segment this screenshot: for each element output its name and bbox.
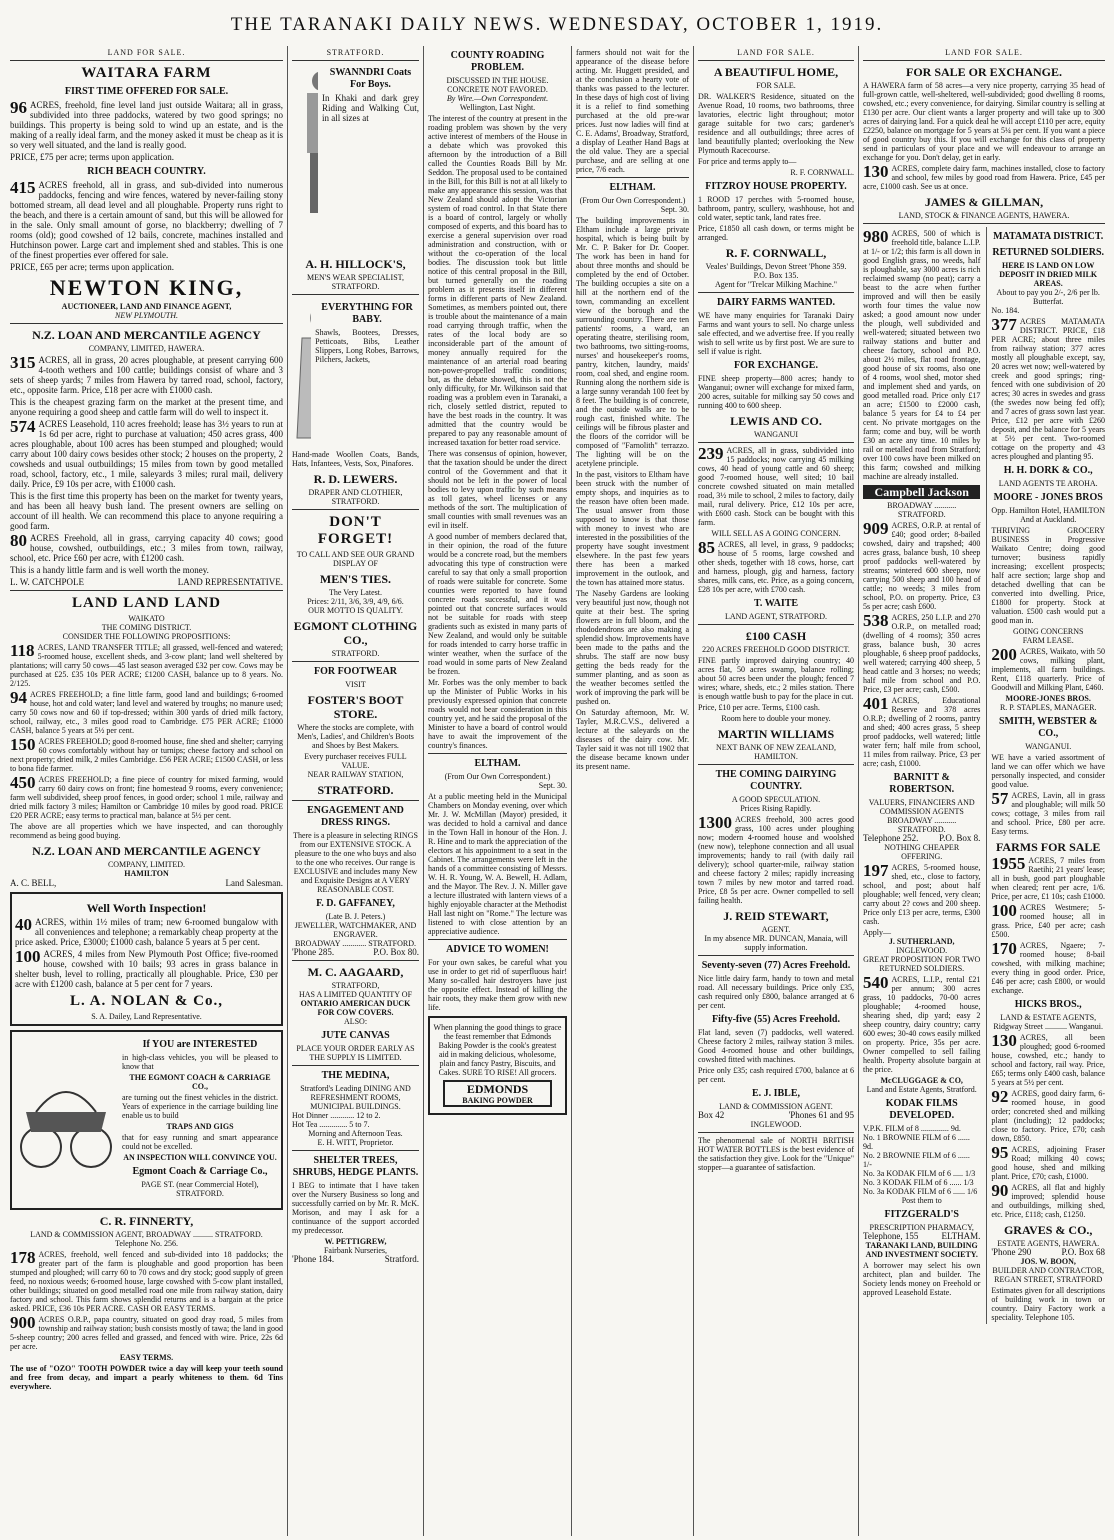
moore-jones-sub: Opp. Hamilton Hotel, HAMILTON And at Auckland.: [991, 506, 1105, 524]
land-sub-1: WAIKATO: [128, 614, 165, 623]
cash-text: FINE partly improved dairying country; 40 acres flat, 50 acres swamp, balance rolling; about 50 acres been under the plough; fenced 7 wires; whare, sheds, etc.; 2 miles station. There is enough wattle bush to pay for the place in cut.: [698, 656, 854, 701]
hicks-listing-90: 90 ACRES, all flat and highly improved; splendid house and outbuildings, milking shed, etc. Price, £118; cash, £1250.: [991, 1181, 1105, 1219]
eltham-date: Sept. 30.: [538, 781, 567, 790]
also-label: ALSO:: [343, 1017, 368, 1026]
reid-stewart-name: J. REID STEWART,: [723, 909, 829, 923]
hillock-town: STRATFORD.: [331, 282, 380, 291]
cash-price: Price, £10 per acre. Terms, £100 cash.: [698, 703, 820, 712]
waite-listing-85: 85 ACRES, all level, in grass, 9 paddocks; house of 5 rooms, large cowshed and other sheds, together with 18 cows, horse, cart and harness, plough, gig and harness, factory shares, milk cans, etc. Price, as a going concern, £28 10s per acre, with £700 cash.: [698, 538, 854, 594]
mccluggage-name: McCLUGGAGE & CO,: [880, 1076, 963, 1085]
finnerty-sub: LAND & COMMISSION AGENT, BROADWAY .......... STRATFORD.: [30, 1230, 263, 1239]
engagement-title: ENGAGEMENT AND DRESS RINGS.: [307, 805, 404, 828]
ties-title: MEN'S TIES.: [319, 572, 392, 586]
waite-name: T. WAITE: [753, 598, 799, 609]
finnerty-terms: EASY TERMS.: [119, 1353, 174, 1362]
edmonds-text: When planning the good things to grace the feast remember that Edmonds Baking Powder is the cook's greatest aid in making delicious, wholesome, plain and fancy Pastry, Biscuits, and Cakes. SURE TO RISE! All grocers.: [433, 1023, 562, 1077]
page-title: THE TARANAKI DAILY NEWS. WEDNESDAY, OCTOBER 1, 1919.: [230, 14, 884, 35]
sale-exchange-title: FOR SALE OR EXCHANGE.: [905, 65, 1063, 79]
eltham-title: ELTHAM.: [474, 758, 521, 769]
nolan-name: L. A. NOLAN & Co.,: [69, 993, 223, 1009]
beach-price: PRICE, £65 per acre; terms upon application.: [10, 262, 174, 272]
cash-sub: 220 ACRES FREEHOLD GOOD DISTRICT.: [702, 645, 850, 654]
eltham-body-2d: On Saturday afternoon, Mr. W. Tayler, M.R.C.V.S., delivered a lecture at the saleyards on the diseases of the dairy cow. Mr. Tayler said it was not till 1902 that the disease became known under its present name.: [576, 708, 689, 771]
nz-signature: L. W. CATCHPOLE LAND REPRESENTATIVE.: [10, 577, 283, 587]
shelter-title: SHELTER TREES, SHRUBS, HEDGE PLANTS.: [292, 1155, 419, 1178]
walker-listing: DR. WALKER'S Residence, situated on the Avenue Road, 10 rooms, two bathrooms, three lavatories, electric light throughout; motor garage suitable for two cars; gardener's residence and all outbuildings; three acres of land beautifully planted; overlooking the New Plymouth Racecourse.: [698, 92, 854, 155]
eltham-body-2b: In the past, visitors to Eltham have been struck with the number of empty shops, and inquiries as to the reason have often been made. The usual answer from those supposed to know is that those with money to invest who are interested in the possibilities of the property have sought investment elsewhere. In the past few years there has been a marked improvement in the outlook, and the town has attained more status.: [576, 470, 689, 587]
dairy-wanted-title: DAIRY FARMS WANTED.: [716, 297, 836, 308]
column-4: [572, 46, 694, 1536]
land-listing-450: 450 ACRES FREEHOLD; a fine piece of country for mixed farming, would carry 60 dairy cows on front; fine homestead 9 rooms, every convenience; farm well subdivided, sheep proof fences, in good order; school 1 mile, railway and dried milk factory 3 miles; Hamilton or Cambridge 10 miles by good road. PRICE £20 PER ACRE; easy terms to practical man, balance at 5½ per cent.: [10, 773, 283, 820]
boon-name: JOS. W. BOON,: [1020, 1257, 1076, 1266]
moore-jones-name: MOORE - JONES BROS: [993, 492, 1103, 503]
barnitt-sub: VALUERS, FINANCIERS AND COMMISSION AGENTS: [868, 798, 975, 816]
kodak-row: No. 1 BROWNIE FILM of 6 ...... 9d.: [863, 1133, 970, 1151]
well-worth-box: [10, 892, 283, 1026]
roading-body-3: A good number of members declared that, in their opinion, the road of the future would be a concrete road, but the members advocating this type of construction were careful to say that only a small proportion of roads were suitable for concrete. Some counties were reported to have found concrete roads successful, and it was pointed out that concrete surfaces would not be suitable for roads with steep gradients such as existed in many parts of New Zealand, and would only be suitable for roads intended to carry horse traffic in winter weather, when the surface of the road would in some parts of New Zealand be frozen.: [428, 532, 567, 676]
order-early: PLACE YOUR ORDER EARLY AS THE SUPPLY IS LIMITED.: [296, 1044, 415, 1062]
coach-ad: [10, 1030, 283, 1210]
pettigrew-sub: Fairbank Nurseries,: [323, 1246, 388, 1255]
barnitt-name: BARNITT & ROBERTSON.: [889, 772, 955, 795]
shelter-text: I BEG to intimate that I have taken over the Nursery Business so long and successfully carried on by Mr. R. McK. Morison, and may I ask for a continuance of the support accorded my predecessor.: [292, 1181, 419, 1235]
well-worth-title: Well Worth Inspection!: [86, 901, 207, 915]
hawera-farm-text: A HAWERA farm of 58 acres—a very nice property, carrying 35 head of full-grown cattle, well-sheltered, well-subdivided; good dwelling 8 rooms, cowshed, etc.; every convenience, for dairying. Similar country is selling at £130 per acre. Our client wants a larger property and will take up to 300 acres of dairying land. For a quick deal he will accept £110 per acre, equity £2250, balance on mortgage for 5 years at 5¼ per cent. If you want a piece of good country buy this. If you will exchange for this class of property send in particulars of your place and we will endeavour to arrange an exchange for you. Don't delay, get in early.: [863, 81, 1105, 162]
eltham-sub-2: (From Our Own Correspondent.): [579, 196, 686, 205]
fifty-five-price: Price only £35; cash required £700, balance at 6 per cent.: [698, 1066, 854, 1084]
roading-byline: By Wire.—Own Correspondent.: [446, 94, 549, 103]
motto: OUR MOTTO IS QUALITY.: [308, 606, 403, 615]
interest-text-2: are turning out the finest vehicles in the district. Years of experience in the carriage building line enable us to build: [122, 1093, 278, 1120]
land-listing-94: 94 ACRES FREEHOLD; a fine little farm, good land and buildings; 6-roomed house, hot and cold water; land level and watered by troughs; no manure used; carry 50 cows now and 60 if top-dressed; within 300 yards of dried milk factory, school, railway, etc., 3 miles good road to Cambridge. £75 PER ACRE; £1000 CASH, balance 5 years at 5½ per cent.: [10, 688, 283, 735]
baby-list: Shawls, Bootees, Dresses, Petticoats, Bibs, Leather Slippers, Long Robes, Barrows, Pilchers, Jackets,: [315, 328, 419, 364]
article-continued: farmers should not wait for the appearance of the disease before acting. Mr. Huggett presided, and at the conclusion a hearty vote of thanks was passed to the lecturer. In these days of high cost of living it is a relief to find something purchased at the old pre-war prices. Just now ladies will find at C. E. Adams', Broadway, Stratford, a display of Leather Hand Bags at the old value. They are a special purchase, and are selling at one price, 7/6 each.: [576, 48, 689, 174]
nz-note-80: This is a handy little farm and is well worth the money.: [10, 565, 209, 575]
gaffaney-broadway: BROADWAY ............ STRATFORD.: [295, 939, 416, 948]
interest-text: in high-class vehicles, you will be pleased to know that: [122, 1053, 278, 1071]
smith-webster-name: SMITH, WEBSTER & CO.,: [998, 716, 1098, 739]
interest-company: THE EGMONT COACH & CARRIAGE CO.,: [129, 1073, 271, 1091]
matamata-number: No. 184.: [991, 306, 1020, 315]
land-listing-118: 118 ACRES, LAND TRANSFER TITLE; all grassed, well-fenced and watered; 5-roomed house, excellent sheds, and 3-cow plant; land well sheltered by plantations; will carry 50 cows—45 last season averaged £32 per cow. Cows may be purchased at £25. £35 10s PER ACRE; £1200 CASH, balance up to 8 years. No. 2/125.: [10, 641, 283, 688]
advice-text: For your own sakes, be careful what you use in order to get rid of superfluous hair! Many so-called hair destroyers have just the opposite effect. Instead of killing the hair roots, they make them grow with new life.: [428, 958, 567, 1012]
taranaki-society-title: TARANAKI LAND, BUILDING AND INVESTMENT SOCIETY.: [865, 1241, 978, 1259]
aagaard-text: HAS A LIMITED QUANTITY OF: [298, 990, 413, 999]
listing-540: 540 ACRES, L.I.P., rental £21 per annum; 300 acres grass, 10 paddocks, 70-00 acres ploughable; 4-roomed house, shearing shed, dip yard; easy 2 sheep country, dairy country; carry 600 ewes; 30-40 cows easily milked on property. Price, 35s per acre. Owner compelled to sell failing health. Property absolute bargain at the price.: [863, 973, 981, 1074]
land-sub-3: CONSIDER THE FOLLOWING PROPOSITIONS:: [62, 632, 231, 641]
medina-hot-dinner: Hot Dinner ............ 12 to 2.: [292, 1111, 381, 1120]
col6-left: [863, 227, 980, 1324]
hillock-name: A. H. HILLOCK'S,: [305, 257, 406, 271]
nz2-subtitle: COMPANY, LIMITED.: [107, 860, 186, 869]
listing-57: 57 ACRES, Lavin, all in grass and ploughable; will milk 50 cows; cottage, 3 miles from rail and school. Price, £80 per acre. Easy terms.: [991, 789, 1105, 836]
newton-king-town: NEW PLYMOUTH.: [115, 311, 178, 320]
graves-contact: 'Phone 290 P.O. Box 68: [991, 1247, 1105, 1257]
dork-sub: LAND AGENTS TE AROHA.: [998, 479, 1098, 488]
column-6: [859, 46, 1109, 1536]
listing-401: 401 ACRES, Educational Reserve and 378 acres O.R.P.; dwelling of 2 rooms, pantry and shed; 400 acres grass, 5 sheep proof paddocks, well watered; little water fern; half mile from school, 11 miles from railway. Price, £3 per acre; cash, £1000.: [863, 694, 981, 768]
barnitt-contact: Telephone 252. P.O. Box 8.: [863, 833, 981, 843]
kodak-row: No. 3a KODAK FILM of 6 ...... 1/6: [863, 1187, 978, 1196]
lewers-name: R. D. LEWERS.: [313, 472, 398, 486]
listing-980: 980 ACRES, 500 of which is freehold title, balance L.I.P. at 1/- or 1/2; this farm is all down in good English grass, no weeds, half is ploughable, say 3000 acres is rich reclaimed swamp (no peat); carry a beast to the acre when further improved and will then be easily worth four times the value now asked; a good amount now under the plough, well subdivided and well-watered; situated between two railway stations and butter and cheese factory, school and P.O. about 2½ miles, flat road frontage, good house of six rooms, also one of 4 rooms, wool shed, motor shed and implement shed and yards, on good metalled road. Price only £17 an acre; £1500 to £2000 cash, balance 5 years for £4 to £4 per cent. No private mortgages on the farm; come and buy, will be worth £30 an acre any time. 10 miles by rail or metalled road from Stratford; over 100 cows have been milked on this farm; cowshed and milking machine are already installed.: [863, 227, 981, 481]
foster-name: FOSTER'S BOOT STORE.: [307, 693, 404, 721]
kodak-row: No. 3a KODAK FILM of 6 ..... 1/3: [863, 1169, 976, 1178]
fitzgerald-name: FITZGERALD'S: [884, 1209, 959, 1220]
waite-sub: LAND AGENT, STRATFORD.: [724, 612, 828, 621]
edmonds-ad: [428, 1016, 567, 1115]
ontario-duck: ONTARIO AMERICAN DUCK FOR COW COVERS.: [300, 999, 411, 1017]
nz2-signature: A. C. BELL, Land Salesman.: [10, 878, 283, 888]
dairy-wanted-text: WE have many enquiries for Taranaki Dairy Farms and want yours to sell. No charge unless sale effected, and we advertise free. If you really wish to sell write us by first post. We are sure to sell if value is right.: [698, 311, 854, 356]
moore-jones-text: THRIVING GROCERY BUSINESS in Progressive Waikato Centre; doing good turnover; business rapidly increasing; excellent prospects; half acre section; large shop and detached dwelling that can be converted into dwelling. Price, £1800 for property. Stock at valuation. £500 cash would put a good man in.: [991, 526, 1105, 625]
beach-listing: 415 ACRES freehold, all in grass, and sub-divided into numerous paddocks, fencing and wire fences, watered by never-failing stony bottomed stream, all dead level and all ploughable. Property runs right to the beach, and there is a certain amount of sand, but this will be allowed for in the sale. Only small amount of gorse, no blackberry; dwelling of 7 rooms (old); good cowshed of 12 bails, concrete, machines installed and Hutchinson power. Large cart and implement shed and stables. This is one of the finest properties ever offered for sale.: [10, 178, 283, 260]
james-gillman-name: JAMES & GILLMAN,: [924, 195, 1044, 209]
smith-webster-text: WE have a varied assortment of land we can offer which we have personally inspected, and consider good value.: [991, 753, 1105, 789]
seventy-seven-text: Nice little dairy farm, handy to town and metal road. All necessary buildings. Price only £35, cash required only £800, balance arranged at 6 per cent.: [698, 974, 854, 1010]
campbell-jackson-name: Campbell Jackson: [863, 485, 980, 499]
fitzroy-text: 1 ROOD 17 perches with 5-roomed house, bathroom, pantry, scullery, washhouse, hot and cold water, septic tank, land rates free.: [698, 195, 854, 222]
prices-rising: Prices Rising Rapidly.: [740, 804, 812, 813]
baby-text: Hand-made Woollen Coats, Bands, Hats, Infantees, Vests, Sox, Pinafores.: [292, 450, 419, 468]
column-heading: STRATFORD.: [292, 46, 419, 61]
swanndri-text: In Khaki and dark grey Riding and Walking Cut, in all sizes at: [321, 93, 419, 123]
finnerty-listing-178: 178 ACRES, freehold, well fenced and sub-divided into 18 paddocks; the greater part of the farm is ploughable and good proportion has been stumped and ploughed; will carry 60 to 70 cows and dry stock; good supply of green feed, no noxious weeds; 6-roomed house, large cowshed with 5-cow plant installed, other buildings; situated on good metalled road one mile from railway station, dairy factory and school. This farm shows splendid returns and is a bargain at the price asked. PRICE, £36 10s PER ACRE. CASH OR EASY TERMS.: [10, 1248, 283, 1313]
listing-170: 170 ACRES, Ngaere; 7-roomed house; 8-bail cowshed, with milking machine; every thing in good order. Price, £46 per acre; cash £800, or would exchange.: [991, 939, 1105, 995]
kodak-title: KODAK FILMS DEVELOPED.: [885, 1098, 958, 1121]
eltham-date-2: Sept. 30.: [660, 205, 689, 214]
reid-stewart-sub: AGENT.: [761, 925, 791, 934]
walker-apply: For price and terms apply to—: [698, 157, 797, 166]
listing-1955: 1955 ACRES, 7 miles from Raetihi; 21 years' lease; all in bush, good part ploughable when cleared; rent per acre, 1/6. Price, per acre, £1 10s; cash £1000.: [991, 854, 1105, 901]
swanndri-ad: [292, 63, 419, 253]
gaffaney-name: F. D. GAFFANEY,: [316, 898, 395, 909]
near-station: NEAR RAILWAY STATION,: [307, 770, 404, 779]
gaffaney-sub: (Late B. J. Peters.): [325, 912, 386, 921]
walker-signature: R. F. CORNWALL.: [790, 168, 854, 177]
farm-lease: FARM LEASE.: [1022, 636, 1074, 645]
roading-body-4: Mr. Forbes was the only member to back up the Minister of Public Works in his previously expressed opinion that concrete roads would not bear consideration in this country yet, and he said the proposal of the Minister to have a board of control would have to await the improvement of the country's finances.: [428, 678, 567, 750]
land-note: The above are all properties which we have inspected, and can thoroughly recommend as being good buying.: [10, 822, 283, 840]
baby-ad: [292, 298, 419, 448]
ible-name: E. J. IBLE,: [751, 1088, 801, 1099]
eltham-body: At a public meeting held in the Municipal Chambers on Monday evening, over which Mr. J. W. McMillan (Mayor) presided, it was decided to hold a carnival and dance in the Town Hall in honour of the Hon. J. R. Hine and to mark the appreciation of the electors at his appointment to a seat in the Cabinet. The arrangements were left in the hands of a committee consisting of Messrs. W. H. R. Young, W. A. Bewell, H. Adlam, and the Mayor. The Rev. J. N. Miller gave a lecture illustrated with lantern views of a highly enjoyable character at the Methodist Hall last night on "Rome." The lecture was listened to with close attention by an appreciative audience.: [428, 792, 567, 936]
newton-king-name: NEWTON KING,: [49, 275, 244, 300]
fitzroy-price: Price, £1850 all cash down, or terms might be arranged.: [698, 224, 854, 242]
eltham-body-2c: The Naseby Gardens are looking very beautiful just now, though not quite at their best. The spring flowers are in full bloom, and the rhododendrons are also making a splendid show. Improvements have been made to the paths and the shrubs. The staff are now busy getting the beds ready for the summer planting, and as soon as the weather becomes settled the work of improving the park will be pushed on.: [576, 589, 689, 706]
medina-hot-tea: Hot Tea .............. 5 to 7.: [292, 1120, 370, 1129]
graves-name: GRAVES & CO.,: [1003, 1223, 1093, 1237]
kodak-post: Post them to: [901, 1196, 942, 1205]
nz2-title: N.Z. LOAN AND MERCANTILE AGENCY: [32, 844, 261, 858]
going-concerns: GOING CONCERNS: [1012, 627, 1084, 636]
waitara-price: PRICE, £75 per acre; terms upon application.: [10, 152, 174, 162]
aagaard-name: M. C. AAGAARD,: [307, 965, 404, 979]
hicks-street: Ridgway Street ........... Wanganui.: [993, 1022, 1104, 1031]
barnitt-broadway: BROADWAY ........... STRATFORD.: [887, 816, 957, 834]
carriage-illustration: [16, 1052, 116, 1172]
ible-sub: LAND & COMMISSION AGENT.: [719, 1102, 833, 1111]
medina-morning: Morning and Afternoon Teas.: [308, 1129, 403, 1138]
column-3: [424, 46, 572, 1536]
listing-538: 538 ACRES, 250 L.I.P. and 270 O.R.P., on metalled road; (dwelling of 4 rooms); 350 acres grass, balance bush, 30 acres ploughable, 6 sheep proof paddocks, well watered; carrying 400 sheep, 5 head cattle and 3 horses; no weeds; half mile from school and P.O. Price, £3 per acre; cash, £500.: [863, 611, 981, 694]
cornwall-sub: Veales' Buildings, Devon Street 'Phone 359. P.O. Box 135.: [705, 262, 847, 280]
medina-sub: Stratford's Leading DINING AND REFRESHMENT ROOMS, MUNICIPAL BUILDINGS.: [300, 1084, 411, 1111]
baby-illustration: [292, 298, 311, 448]
martin-williams-sub: NEXT BANK OF NEW ZEALAND, HAMILTON.: [716, 743, 836, 761]
egmont-clothing-name: EGMONT CLOTHING CO.,: [293, 619, 418, 647]
interest-traps: TRAPS AND GIGS: [166, 1122, 234, 1131]
engagement-text: There is a pleasure in selecting RINGS from our EXTENSIVE STOCK. A pleasure to the one who buys and also to the one who receives. Our range is EXCLUSIVE and includes many New and Exquisite Designs at A VERY REASONABLE COST.: [293, 831, 418, 894]
fitzroy-title: FITZROY HOUSE PROPERTY.: [705, 181, 847, 192]
matamata-title: MATAMATA DISTRICT.: [993, 231, 1104, 242]
smith-webster-town: WANGANUI.: [1025, 742, 1072, 751]
fifty-five-text: Flat land, seven (7) paddocks, well watered. Cheese factory 2 miles, railway station 3 miles. Good 4-roomed house and other buildings, cowshed fitted with machines.: [698, 1028, 854, 1064]
coming-dairying-title: THE COMING DAIRYING COUNTRY.: [715, 769, 837, 792]
column-2: [288, 46, 424, 1536]
lewis-town: WANGANUI: [754, 430, 798, 439]
column-heading: LAND FOR SALE.: [10, 46, 283, 61]
fitzgerald-sub: PRESCRIPTION PHARMACY,: [869, 1223, 974, 1232]
eltham-sub: (From Our Own Correspondent.): [444, 772, 551, 781]
dork-name: H. H. DORK & CO.,: [1003, 465, 1093, 476]
listing-100b: 100 ACRES Westmere; 5-roomed house; all in grass. Price, £40 per acre; cash £500.: [991, 901, 1105, 939]
gaffaney-text: JEWELLER, WATCHMAKER, AND ENGRAVER.: [294, 921, 417, 939]
nz-listing-80: 80 ACRES Freehold, all in grass, carrying capacity 40 cows; good house, cowshed, outbuildings, etc.; 3 miles from town, railway, school, etc. Price £60 per acre, with £1200 cash.: [10, 531, 283, 563]
listing-200: 200 ACRES, Waikato, with 50 cows, milking plant, implements, all farm buildings. Rent, £118 quarterly. Price of Goodwill and Milking Plant, £460.: [991, 645, 1105, 692]
jute-canvas: JUTE CANVAS: [321, 1030, 390, 1041]
hicks-name: HICKS BROS.,: [1014, 999, 1082, 1010]
great-proposition: GREAT PROPOSITION FOR TWO RETURNED SOLDIERS.: [863, 955, 981, 973]
footwear-title: FOR FOOTWEAR: [313, 666, 398, 677]
returned-soldiers: RETURNED SOLDIERS.: [992, 247, 1105, 258]
edmonds-logo: EDMONDS BAKING POWDER: [443, 1080, 552, 1107]
land-land-title: LAND LAND LAND: [71, 595, 221, 611]
sutherland-name: J. SUTHERLAND,: [888, 937, 955, 946]
ible-contact: Box 42 'Phones 61 and 95: [698, 1110, 854, 1120]
newton-king-subtitle: AUCTIONEER, LAND AND FINANCE AGENT,: [61, 302, 232, 311]
egmont-clothing-town: STRATFORD.: [331, 649, 380, 658]
farms-for-sale: FARMS FOR SALE: [995, 840, 1101, 854]
interest-text-3: that for easy running and smart appearance could not be excelled.: [122, 1133, 278, 1151]
for-sale-label: FOR SALE.: [756, 81, 796, 90]
nolan-sub: S. A. Dailey, Land Representative.: [91, 1012, 202, 1021]
col6-right: [986, 227, 1105, 1324]
speculation-label: A GOOD SPECULATION.: [731, 795, 821, 804]
listing-377: 377 ACRES MATAMATA DISTRICT. PRICE, £18 PER ACRE; about three miles from railway station; 377 acres mostly all ploughable except, say, 20 acres wet now; well-watered by creek and good springs; ring-fenced with one subdivision of 20 acres; 30 acres in swedes and grass (the swedes now being fed off); and 7 acres of grass sown last year. Price, £12 per acre with £260 deposit, and the balance for 5 years at 5½ per cent. Two-roomed cottage on the property and 43 acres ploughed and planting 95.: [991, 315, 1105, 461]
well-listing-100: 100 ACRES, 4 miles from New Plymouth Post Office; five-roomed house, cowshed with 10 bails; 93 acres in grass balance in shelter bush, level to rolling, practically all ploughable. Price, £30 per acre with £1200 cash, balance at 5 per cent for 7 years.: [15, 947, 278, 989]
ties-latest: The Very Latest.: [329, 588, 382, 597]
visit-label: VISIT: [345, 680, 366, 689]
land-listing-150: 150 ACRES FREEHOLD; good 8-roomed house, fine shed and shelter; carrying 60 cows comfortably without hay or turnips; cheese factory and school on next property; dried milk, 2 miles Cambridge. £56 PER ACRE; £1500 CASH, or less to bona fide farmer.: [10, 735, 283, 773]
hicks-listing-92: 92 ACRES, good dairy farm, 6-roomed house, in good order; concreted shed and milking plant (including); 12 paddocks; close to factory. Price, £70; cash down, £850.: [991, 1087, 1105, 1143]
kodak-row: No. 2 BROWNIE FILM of 6 ...... 1/-: [863, 1151, 970, 1169]
boon-text: Estimates given for all descriptions of building work in town or country. Dairy Factory work a speciality. Telephone 105.: [991, 1286, 1105, 1322]
sutherland-town: INGLEWOOD.: [896, 946, 948, 955]
fifty-five-title: Fifty-five (55) Acres Freehold.: [712, 1014, 840, 1025]
eltham-title-2: ELTHAM.: [609, 182, 656, 193]
cornwall-name: R. F. CORNWALL,: [725, 246, 827, 260]
foster-value: Every purchaser receives FULL VALUE.: [304, 752, 407, 770]
dont-forget-title: DON'T FORGET!: [317, 514, 394, 547]
boon-sub: BUILDER AND CONTRACTOR, REGAN STREET, STRATFORD: [992, 1266, 1105, 1284]
roading-body-2: There was consensus of opinion, however, that the taxation should be under the direct control of the Government and that it should not be left in the power of local bodies to levy upon traffic by such means as toll gates, wheel licenses or any methods of the sort. The multiplication of small counties with small revenues was an evil in itself.: [428, 449, 567, 530]
ozo-ad: The use of "OZO" TOOTH POWDER twice a day will keep your teeth sound and free from decay, and impart a pearly whiteness to them. 6d Tins everywhere.: [10, 1364, 283, 1391]
roading-sub-2: CONCRETE NOT FAVORED.: [447, 85, 548, 94]
advice-title: ADVICE TO WOMEN!: [446, 944, 549, 955]
nz-note-315: This is the cheapest grazing farm on the market at the present time, and anyone requiring a good sheep and cattle farm will do well to inspect it.: [10, 397, 283, 417]
seventy-seven-title: Seventy-seven (77) Acres Freehold.: [701, 960, 851, 971]
finnerty-name: C. R. FINNERTY,: [99, 1214, 194, 1228]
nz-listing-574: 574 ACRES Leasehold, 110 acres freehold; lease has 3½ years to run at 1s 6d per acre, right to purchase at valuation; 450 acres grass, 400 acres ploughable, about 100 acres has been stumped and ploughed; would carry about 100 dairy cows besides other stock; 2 houses on the property, 2 cowsheds and usual outbuildings; 15 miles from town by good metalled road, school, factory, etc., 1 mile, saleyards 3 miles; rural mail, delivery daily. Price, £9 10s per acre, with £1000 cash.: [10, 417, 283, 489]
listing-909: 909 ACRES, O.R.P. at rental of £40; good order; 8-bailed cowshed, dairy and trapshed; 400 acres grass, balance bush, 10 sheep proof paddocks well-watered by streams; wintered 600 sheep, now carrying 500 sheep and 100 head of cattle; no weeds; 3 miles from school, P.O. on property. Price, £3 5s per acre; cash £600.: [863, 519, 981, 611]
nz-loan-title: N.Z. LOAN AND MERCANTILE AGENCY: [32, 328, 261, 342]
hillock-sub: MEN'S WEAR SPECIALIST,: [307, 273, 404, 282]
land-sub-2: THE COMING DISTRICT.: [101, 623, 192, 632]
hicks-sub: LAND & ESTATE AGENTS,: [1000, 1013, 1097, 1022]
cash-room: Room here to double your money.: [721, 714, 831, 723]
foster-text: Where the stocks are complete, with Men's, Ladies', and Children's Boots and Shoes by Best Makers.: [297, 723, 414, 750]
graves-sub: ESTATE AGENTS, HAWERA.: [997, 1239, 1100, 1248]
apply-label: Apply—: [863, 928, 891, 937]
nz-listing-315: 315 ACRES, all in grass, 20 acres ploughable, at present carrying 600 4-tooth wethers and 100 cattle; buildings consist of whare and 3 sets of sheep yards; 7 miles from Hawera by tarred road, school, factory, etc., opposite farm. Price, £18 per acre with £1000 cash.: [10, 353, 283, 395]
moore-jones-2: MOORE-JONES BROS.: [1005, 694, 1091, 703]
nothing-cheaper: NOTHING CHEAPER OFFERING.: [884, 843, 960, 861]
exchange-title: FOR EXCHANGE.: [734, 360, 818, 371]
waitara-subtitle: FIRST TIME OFFERED FOR SALE.: [64, 86, 229, 97]
beautiful-home-title: A BEAUTIFUL HOME,: [713, 65, 839, 79]
swanndri-title: SWANNDRI Coats For Boys.: [329, 67, 412, 90]
pettigrew-name: W. PETTIGREW,: [324, 1237, 387, 1246]
finnerty-telephone: Telephone No. 256.: [115, 1239, 178, 1248]
listing-1300: 1300 ACRES freehold, 300 acres good grass, 100 acres under ploughing now; modern 4-roomed house and woolshed (new now), telephone connection and all usual improvements; handy to rail (with daily rail delivery); school quarter-mile, railway station and cheese factory 2 miles; rapidly increasing town 7 miles by new motor and tarred road. Price, £8 5s per acre. Owner compelled to sell failing health.: [698, 813, 854, 905]
medina-name: THE MEDINA,: [321, 1070, 390, 1081]
moore-jones-2-sub: R. P. STAPLES, MANAGER.: [999, 703, 1097, 712]
cash-title: £100 CASH: [745, 629, 807, 643]
well-listing-40: 40 ACRES, within 1½ miles of tram; new 6-roomed bungalow with all conveniences and telephone; a remarkably cheap property at the price asked. Price, £3000; £1000 cash, balance 5 years at 5 per cent.: [15, 915, 278, 947]
waitara-title: WAITARA FARM: [81, 65, 212, 81]
medina-proprietor: E. H. WITT, Proprietor.: [317, 1138, 394, 1147]
reid-stewart-text: In my absence MR. DUNCAN, Manaia, will supply information.: [704, 934, 848, 952]
gaffaney-contact: 'Phone 285. P.O. Box 80.: [292, 947, 419, 957]
roading-dateline: Wellington, Last Night.: [459, 103, 536, 112]
column-heading: LAND FOR SALE.: [863, 46, 1105, 61]
listing-130: 130 ACRES, complete dairy farm, machines installed, close to factory and school, few miles by good road from Hawera. Price, £45 per acre, £1000 cash. See us at once.: [863, 162, 1105, 191]
butterfat-note: About to pay you 2/-, 2/6 per lb. Butterfat.: [996, 288, 1100, 306]
kodak-row: V.P.K. FILM of 8 .............. 9d.: [863, 1124, 961, 1133]
hicks-listing-130: 130 ACRES, all been ploughed; good 6-roomed house, cowshed, etc.; handy to school and factory, rail way. Price, £65; terms only £400 cash, balance 5 years at 5½ per cent.: [991, 1031, 1105, 1087]
lewers-sub: DRAPER AND CLOTHIER,: [308, 488, 403, 497]
column-1: [6, 46, 288, 1536]
hicks-listing-95: 95 ACRES, adjoining Fraser Road; milking 40 cows; good house, shed and milking plant. Price, £70; cash, £1000.: [991, 1143, 1105, 1181]
dont-forget-text: TO CALL AND SEE OUR GRAND DISPLAY OF: [296, 550, 415, 568]
listing-197: 197 ACRES, 5-roomed house, shed, etc., close to factory, school, and post; about half ploughable; well fenced, very clean; carry about 2? cows and 200 sheep. Price only £13 per acre, terms, £300 cash.: [863, 861, 981, 926]
waitara-listing: 96 ACRES, freehold, fine level land just outside Waitara; all in grass, subdivided into three paddocks, watered by two good springs; no buildings. This property is being sold to wind up an estate, and is the making of a really ideal farm, and the money asked it must be cheap as it is so very well situated, and the land is really good.: [10, 98, 283, 150]
fitzgerald-contact: Telephone, 155 ELTHAM.: [863, 1231, 981, 1241]
egmont-coach-address: PAGE ST. (near Commercial Hotel), STRATFORD.: [141, 1180, 259, 1198]
campbell-jackson-sub: BROADWAY ........... STRATFORD.: [887, 501, 957, 519]
boy-illustration: [292, 63, 318, 253]
james-gillman-sub: LAND, STOCK & FINANCE AGENTS, HAWERA.: [898, 211, 1070, 220]
lewis-name: LEWIS AND CO.: [730, 414, 822, 428]
masthead: [0, 0, 1114, 44]
pettigrew-contact: 'Phone 184. Stratford.: [292, 1254, 419, 1264]
roading-title: COUNTY ROADING PROBLEM.: [450, 50, 545, 73]
going-concern: WILL SELL AS A GOING CONCERN.: [711, 529, 841, 538]
waite-listing-239: 239 ACRES, all in grass, subdivided into 15 paddocks; now carrying 45 milking cows, 40 head of young cattle and 60 sheep; good 7-roomed house, well sited; 10 bail concrete cowshed situated on main metalled road, 3½ mile to school, 2 miles to factory, daily mail, rural delivery. Price, £12 10s per acre, with £600 cash. Stock can be bought with this farm.: [698, 444, 854, 527]
foster-town: STRATFORD.: [317, 783, 394, 797]
nz-loan-subtitle: COMPANY, LIMITED, HAWERA.: [88, 344, 205, 353]
finnerty-listing-900: 900 ACRES O.R.P., papa country, situated on good dray road, 5 miles from township and railway station; bush consists mostly of tawa; the land in good 5-sheep country; 200 acres felled and grassed, and fenced with wire. Price, 22s 6d per acre.: [10, 1313, 283, 1351]
column-5: [694, 46, 859, 1536]
nz2-town: HAMILTON: [124, 869, 169, 878]
taranaki-society-text: A borrower may select his own architect, plan and builder. The Society lends money on Freehold or approved Leasehold Estate.: [863, 1261, 981, 1297]
beach-title: RICH BEACH COUNTRY.: [87, 166, 206, 177]
lewers-town: STRATFORD.: [331, 497, 380, 506]
eltham-body-2a: The building improvements in Eltham include a large private hospital, which is being built by Mr. C. P. Baker for Dr. Cooper. The work has been in hand for about three months and should be completed by the end of October. The building occupies a site on a hill at the northern end of the town, commanding an excellent view of the borough and the surrounding country. There are ten patients' rooms, a ward, an operating theatre, sterilising room, two bathrooms, two sitting-rooms, nurses' and housekeeper's rooms, pantry, kitchen, laundry, maids' room, coal shed, and engine room. Running along the northern side is a large sunny verandah 100 feet by 8 feet. The building is of concrete, and the outside walls are to be rough cast, finished white. The ceilings will be fibrous plaster and the floors of the corridor will be composed of "Farnolith" terrazzo. The lighting will be on the acetylene principle.: [576, 216, 689, 468]
hot-water-bottle-ad: The phenomenal sale of NORTH BRITISH HOT WATER BOTTLES is the best evidence of the satisfaction they give. Look for the "Unique" stopper—a guarantee of satisfaction.: [698, 1136, 854, 1172]
baby-title: EVERYTHING FOR BABY.: [321, 302, 413, 325]
interest-inspection: AN INSPECTION WILL CONVINCE YOU.: [123, 1153, 277, 1162]
nz-note-574: This is the first time this property has been on the market for twenty years, and has been all heavy bush land. The present owners are selling on account of ill health. We can recommend this place to anyone requiring a good farm.: [10, 491, 283, 531]
ties-price: Prices: 2/11, 3/6, 3/9, 4/9, 6/6.: [307, 597, 404, 606]
low-deposit: HERE IS LAND ON LOW DEPOSIT IN DRIED MILK AREAS.: [999, 261, 1098, 288]
exchange-text: FINE sheep property—800 acres; handy to Wanganui; owner will exchange for mixed farm, 200 acres, suitable for milking say 50 cows and running 400 to 600 sheep.: [698, 374, 854, 410]
martin-williams-name: MARTIN WILLIAMS: [717, 727, 835, 741]
column-heading: LAND FOR SALE.: [698, 46, 854, 61]
interest-title: If YOU are INTERESTED: [142, 1039, 258, 1050]
aagaard-town: STRATFORD,: [331, 981, 380, 990]
egmont-coach-name: Egmont Coach & Carriage Co.,: [132, 1166, 268, 1177]
kodak-row: No. 3 KODAK FILM of 6 ...... 1/3: [863, 1178, 974, 1187]
col6-split: [863, 227, 1105, 1324]
roading-sub-1: DISCUSSED IN THE HOUSE.: [446, 76, 549, 85]
mccluggage-sub: Land and Estate Agents, Stratford.: [866, 1085, 977, 1094]
roading-body-1: The interest of the country at present in the roading problem was shown by the very active interest of members of the House in a debate which was provoked this afternoon by the introduction of a Bill called the Counties Roads Bill by Mr. Seddon. The proposal used to be contained in the Bill, for this Bill is not at all likely to make any appearance this session, was that New Zealand should adopt the Victorian system of road control. In that State there is a board of control, largely or wholly composed of experts, and this board has to exercise a general supervision over road administration and construction, with or without the co-operation of the local bodies. The discussion took but little notice of this central proposal in the Bill, but turned generally on the roading problem as it presents itself in different forms in different parts of New Zealand. Sometimes, as members pointed out, there is trouble about the maintenance of a main road carrying through traffic, when the rates of the local body are so inconsiderable part of the amount of money annually required for the maintenance of an arterial road bearing non-power-propelled traffic conditions; but, as the debate showed, this is not the only difficulty, for Mr. Wilkinson said that roading was a problem even in Taranaki, a rich, closely settled district, reputed to have the best roads in the country. It was admitted that the country would be prepared to pay any reasonable amount of increased taxation for better road service.: [428, 114, 567, 447]
ible-town: INGLEWOOD.: [750, 1120, 802, 1129]
cornwall-agent: Agent for "Trelcar Milking Machine.": [715, 280, 837, 289]
